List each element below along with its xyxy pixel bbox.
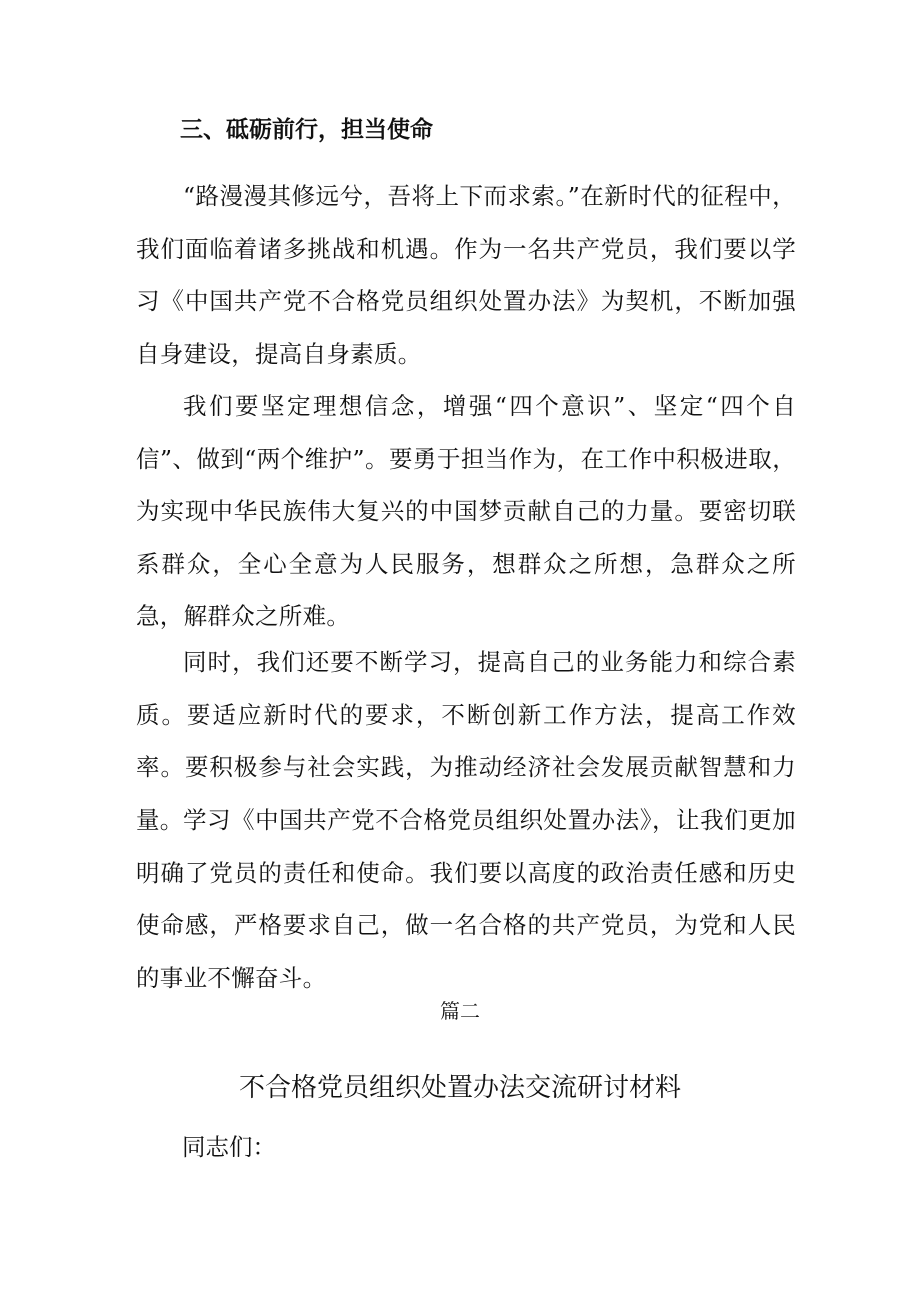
- paragraph-1: “路漫漫其修远兮，吾将上下而求索。”在新时代的征程中，我们面临着诸多挑战和机遇。作为一名共产党员，我们要以学习《中国共产党不合格党员组织处置办法》为契机，不断加强自身建设，提高自身素质。: [136, 182, 796, 368]
- salutation: 同志们：: [182, 1133, 276, 1161]
- paragraph-3: 同时，我们还要不断学习，提高自己的业务能力和综合素质。要适应新时代的要求，不断创新工作方法，提高工作效率。要积极参与社会实践，为推动经济社会发展贡献智慧和力量。: [136, 648, 796, 834]
- document-title: 不合格党员组织处置办法交流研讨材料: [238, 1073, 681, 1103]
- paragraph-4: 学习《中国共产党不合格党员组织处置办法》，让我们更加明确了党员的责任和使命。我们要以高度的政治责任感和历史使命感，严格要求自己，做一名合格的共产党员，为党和人民的事业不懈奋斗。: [136, 806, 796, 992]
- section-heading: 三、砥砺前行，担当使命: [180, 117, 433, 143]
- part-label: 篇二: [440, 999, 480, 1023]
- paragraph-2: 我们要坚定理想信念，增强“四个意识”、坚定“四个自信”、做到“两个维护”。要勇于担当作为，在工作中积极进取，为实现中华民族伟大复兴的中国梦贡献自己的力量。要密切联系群众，全心全意为人民服务，想群众之所想，急群众之所急，解群众之所难。: [136, 392, 796, 630]
